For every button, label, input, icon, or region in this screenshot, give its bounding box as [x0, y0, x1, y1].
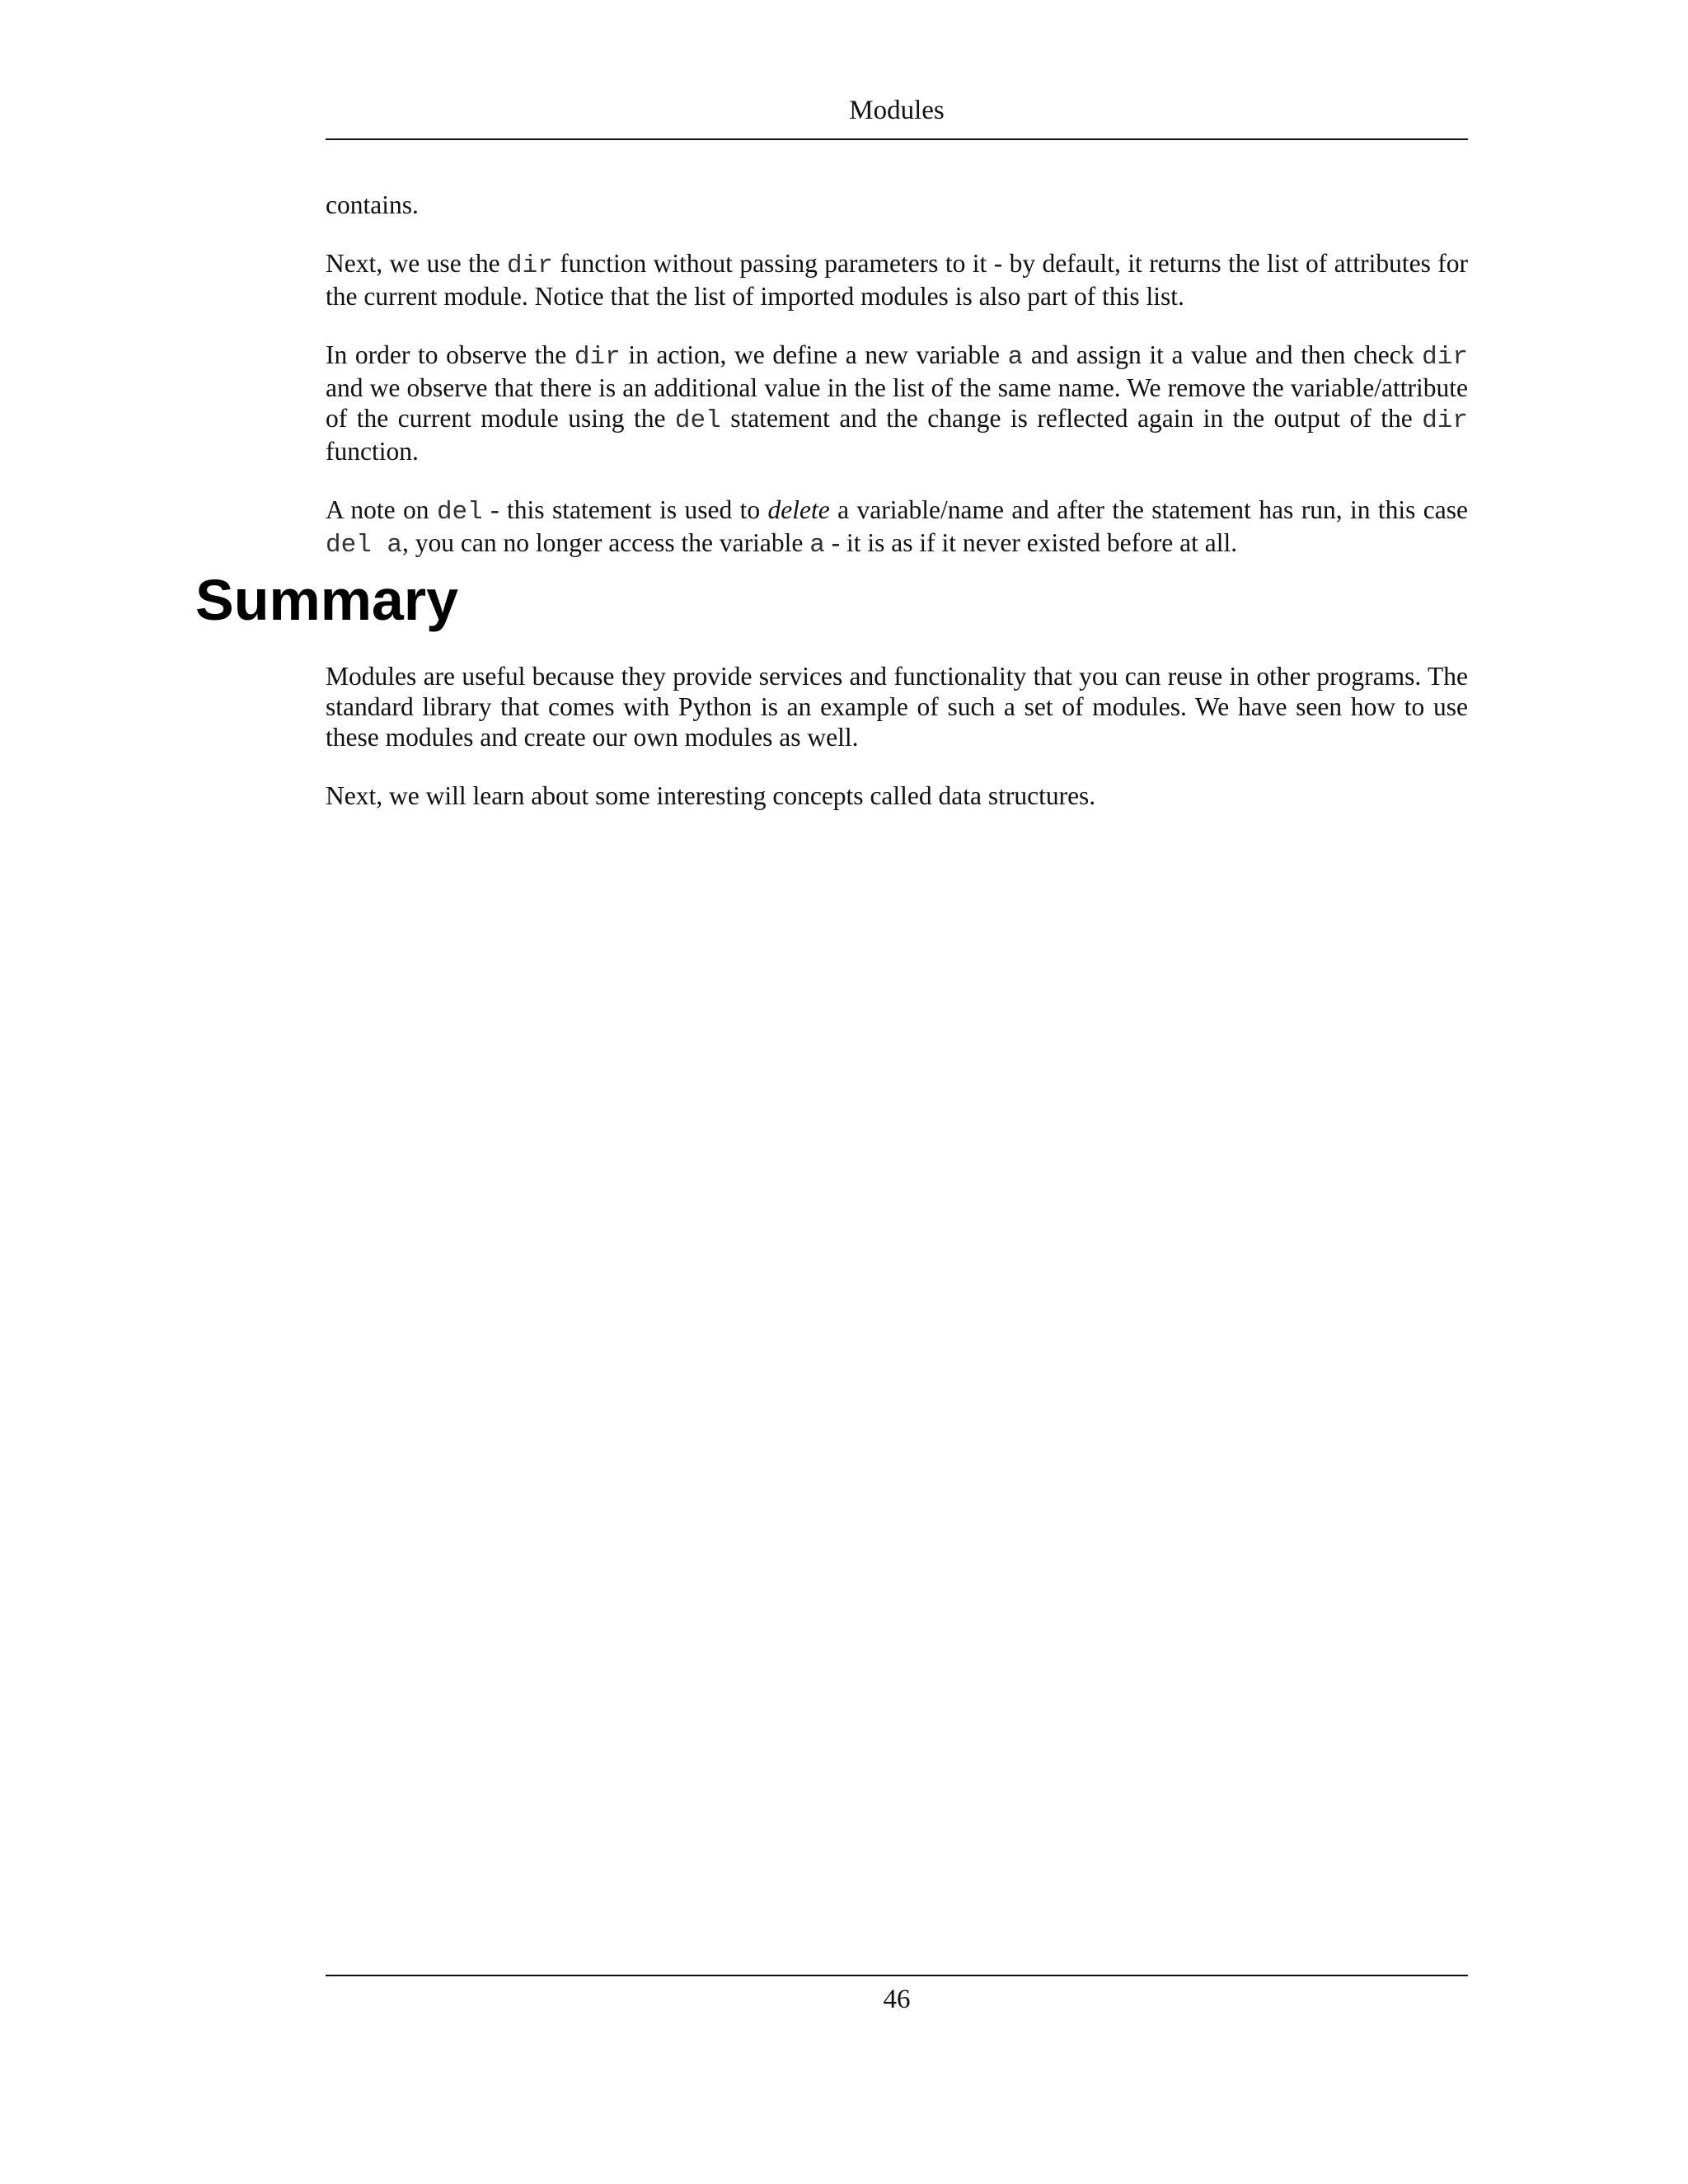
body-content [326, 190, 1468, 588]
paragraph-contains: contains. [326, 190, 419, 219]
code-dir: dir [1422, 343, 1468, 372]
paragraph-note-on-del: A note on del - this statement is used to delete a variable/name and after the statement has run, in this case del a, you can no longer access the variable a - it is as if it never existed before at all. [326, 495, 1468, 560]
paragraph-dir-function: Next, we use the dir function without passing parameters to it - by default, it returns the list of attributes for the current module. Notice that the list of imported modules is also part of this list. [326, 249, 1468, 311]
header-title: Modules [849, 96, 945, 125]
code-dir: dir [507, 251, 553, 280]
paragraph-dir-in-action: In order to observe the dir in action, we define a new variable a and assign it a value and then check dir and we observe that there is an additional value in the list of the same name. We remove the variable/attribute of the current module using the del statement and the change is reflected again in the output of the dir function. [326, 340, 1468, 466]
code-del: del [674, 406, 721, 435]
summary-content [326, 661, 1468, 839]
code-dir: dir [1422, 406, 1468, 435]
code-a: a [1007, 343, 1024, 372]
paragraph-summary-next: Next, we will learn about some interesting concepts called data structures. [326, 781, 1096, 810]
code-del-a: del a [326, 531, 403, 560]
section-heading-summary: Summary [195, 568, 459, 632]
code-del: del [436, 498, 483, 527]
emphasis-delete: delete [767, 495, 830, 524]
running-footer [326, 1975, 1468, 2018]
page-number: 46 [883, 1985, 911, 2014]
code-a: a [809, 531, 825, 560]
running-header [326, 92, 1468, 140]
code-dir: dir [574, 343, 621, 372]
paragraph-summary-modules: Modules are useful because they provide services and functionality that you can reuse in other programs. The standard library that comes with Python is an example of such a set of modules. We have seen how to use these modules and create our own modules as well. [326, 662, 1468, 752]
